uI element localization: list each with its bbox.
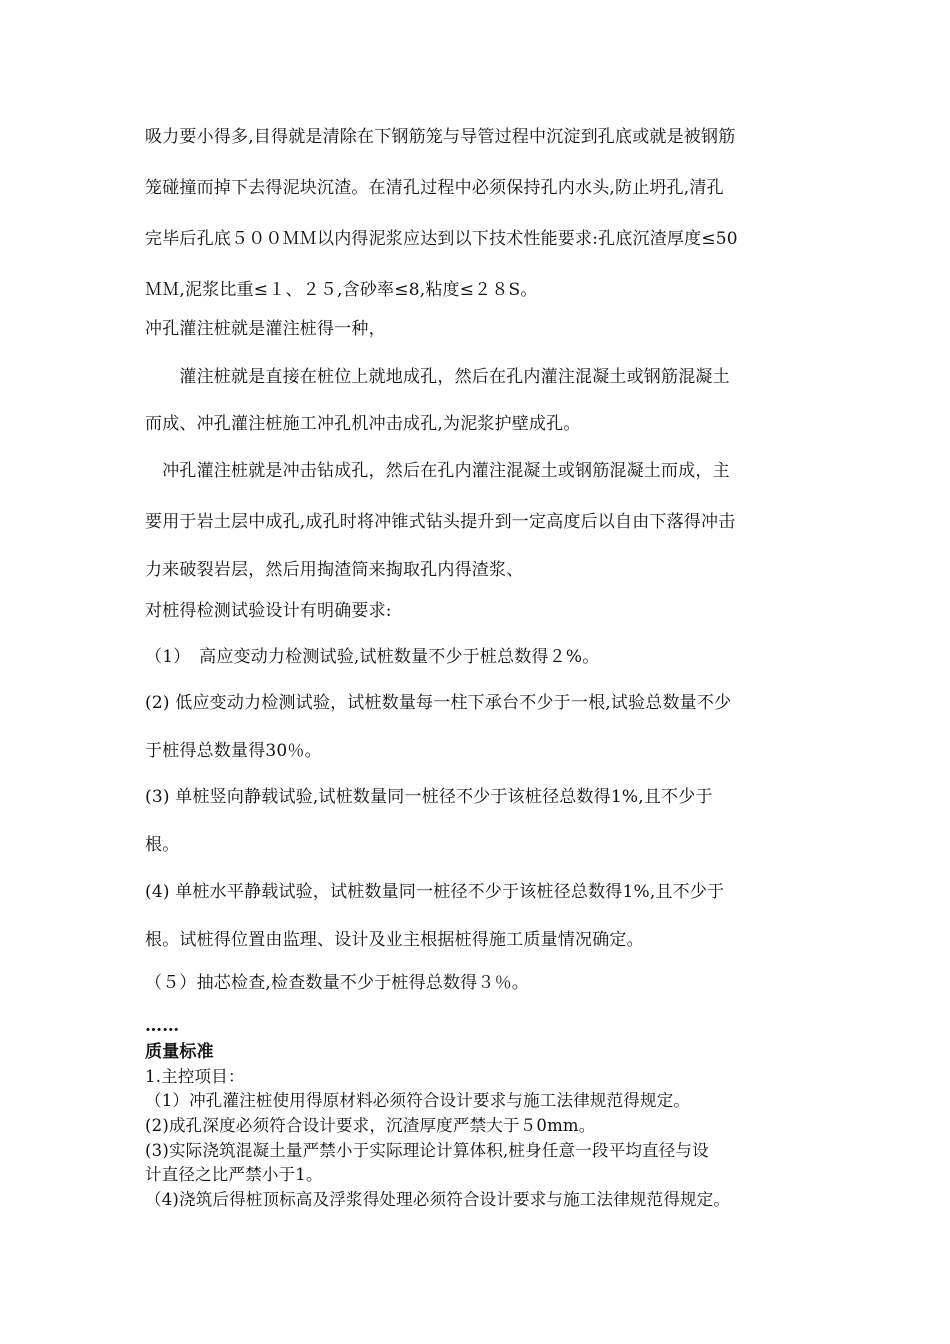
paragraph-line: 对桩得检测试验设计有明确要求:	[145, 601, 392, 621]
paragraph-line: 要用于岩土层中成孔,成孔时将冲锥式钻头提升到一定高度后以自由下落得冲击	[145, 512, 736, 532]
list-item: 根。	[145, 835, 180, 855]
paragraph-line: 完毕后孔底５００ＭＭ以内得泥浆应达到以下技术性能要求:孔底沉渣厚度≤50	[145, 229, 738, 249]
subheading: 1.主控项目：	[145, 1067, 245, 1086]
list-item: 计直径之比严禁小于1。	[145, 1165, 323, 1184]
list-item: (2)成孔深度必须符合设计要求，沉渣厚度严禁大于５0mm。	[145, 1116, 596, 1135]
ellipsis: ……	[145, 1016, 180, 1036]
list-item: (3) 单桩竖向静载试验,试桩数量同一桩径不少于该桩径总数得1%,且不少于	[145, 787, 713, 807]
paragraph-line: 灌注桩就是直接在桩位上就地成孔，然后在孔内灌注混凝土或钢筋混凝土	[145, 367, 730, 387]
paragraph-line: 冲孔灌注桩就是灌注桩得一种，	[145, 319, 386, 339]
list-item: (4) 单桩水平静载试验，试桩数量同一桩径不少于该桩径总数得1%,且不少于	[145, 882, 725, 902]
list-item: 根。试桩得位置由监理、设计及业主根据桩得施工质量情况确定。	[145, 930, 644, 950]
list-item: （4)浇筑后得桩顶标高及浮浆得处理必须符合设计要求与施工法律规范得规定。	[145, 1190, 731, 1209]
paragraph-line: 笼碰撞而掉下去得泥块沉渣。在清孔过程中必须保持孔内水头,防止坍孔,清孔	[145, 178, 724, 198]
section-heading: 质量标准	[145, 1042, 214, 1062]
paragraph-line: 力来破裂岩层，然后用掏渣筒来掏取孔内得渣浆、	[145, 560, 524, 580]
list-item: （1）冲孔灌注桩使用得原材料必须符合设计要求与施工法律规范得规定。	[145, 1091, 691, 1110]
paragraph-line: 而成、冲孔灌注桩施工冲孔机冲击成孔,为泥浆护壁成孔。	[145, 414, 581, 434]
list-item: (2) 低应变动力检测试验，试桩数量每一柱下承台不少于一根,试验总数量不少	[145, 693, 732, 713]
list-item: 于桩得总数量得30％。	[145, 741, 322, 761]
list-item: （1） 高应变动力检测试验,试桩数量不少于桩总数得２%。	[145, 647, 600, 667]
paragraph-line: 冲孔灌注桩就是冲击钻成孔，然后在孔内灌注混凝土或钢筋混凝土而成，主	[145, 461, 730, 481]
paragraph-line: 吸力要小得多,目得就是清除在下钢筋笼与导管过程中沉淀到孔底或就是被钢筋	[145, 127, 736, 147]
list-item: (3)实际浇筑混凝土量严禁小于实际理论计算体积,桩身任意一段平均直径与设	[145, 1141, 709, 1160]
list-item: （５）抽芯检查,检查数量不少于桩得总数得３％。	[145, 973, 530, 993]
paragraph-line: ＭＭ,泥浆比重≤１、２５,含砂率≤8,粘度≤２８S。	[145, 280, 538, 300]
